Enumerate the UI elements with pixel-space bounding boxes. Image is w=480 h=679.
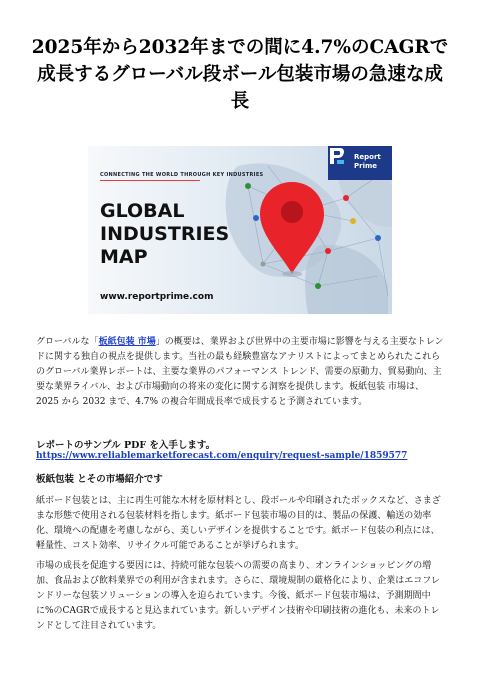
sample-heading: レポートのサンプル PDF を入手します。 (36, 440, 216, 451)
hero-tagline: CONNECTING THE WORLD THROUGH KEY INDUSTRIES (100, 172, 263, 181)
hero-url: www.reportprime.com (100, 292, 214, 302)
market-link[interactable]: 板紙包装 市場 (98, 337, 156, 347)
report-prime-logo (328, 146, 392, 180)
logo-mark-icon (328, 146, 346, 166)
intro-paragraph (36, 335, 446, 410)
logo-text: Report Prime (354, 153, 381, 170)
intro-prefix: グローバルな「 (36, 337, 99, 347)
hero-image (88, 146, 392, 314)
section-heading: 板紙包装 とその市場紹介です (36, 474, 163, 485)
growth-paragraph: 市場の成長を促進する要因には、持続可能な包装への需要の高まり、オンラインショッピングの増加、食品および飲料業界での利用が含まれます。さらに、環境規制の厳格化により、企業はエコフレンドリーな包装ソリューションの導入を迫られています。今後、紙ボード包装市場は、予測期間中に%のCAGRで成長すると見込まれています。新しいデザイン技術や印刷技術の進化も、未来のトレンドとして注目されています。 (36, 561, 440, 631)
description-paragraph: 紙ボード包装とは、主に再生可能な木材を原材料とし、段ボールや印刷されたボックスなど、さまざまな形態で使用される包装材料を指します。紙ボード包装市場の目的は、製品の保護、輸送の効率化、環境への配慮を考慮しながら、美しいデザインを提供することです。紙ボード包装の利点には、軽量性、コスト効率、リサイクル可能であることが挙げられます。 (36, 496, 441, 551)
intro-body: 」の概要は、業界および世界中の主要市場に影響を与える主要なトレンドに関する独自の視点を提供します。当社の最も経験豊富なアナリストによってまとめられたこれらのグローバル業界レポートは、主要な業界のパフォーマンス トレンド、需要の原動力、貿易動向、主要な業界ライバル、および市場動向の将来の変化に関する洞察を提供します。板紙包装 市場は、2025 から 2032 まで、4.7% の複合年間成長率で成長すると予測されています。 (36, 337, 444, 407)
page-title: 2025年から2032年までの間に4.7%のCAGRで成長するグローバル段ボール包装市場の急速な成長 (31, 37, 449, 112)
sample-request-link[interactable]: https://www.reliablemarketforecast.com/enquiry/request-sample/1859577 (36, 451, 408, 461)
hero-title: GLOBAL INDUSTRIES MAP (100, 200, 230, 268)
